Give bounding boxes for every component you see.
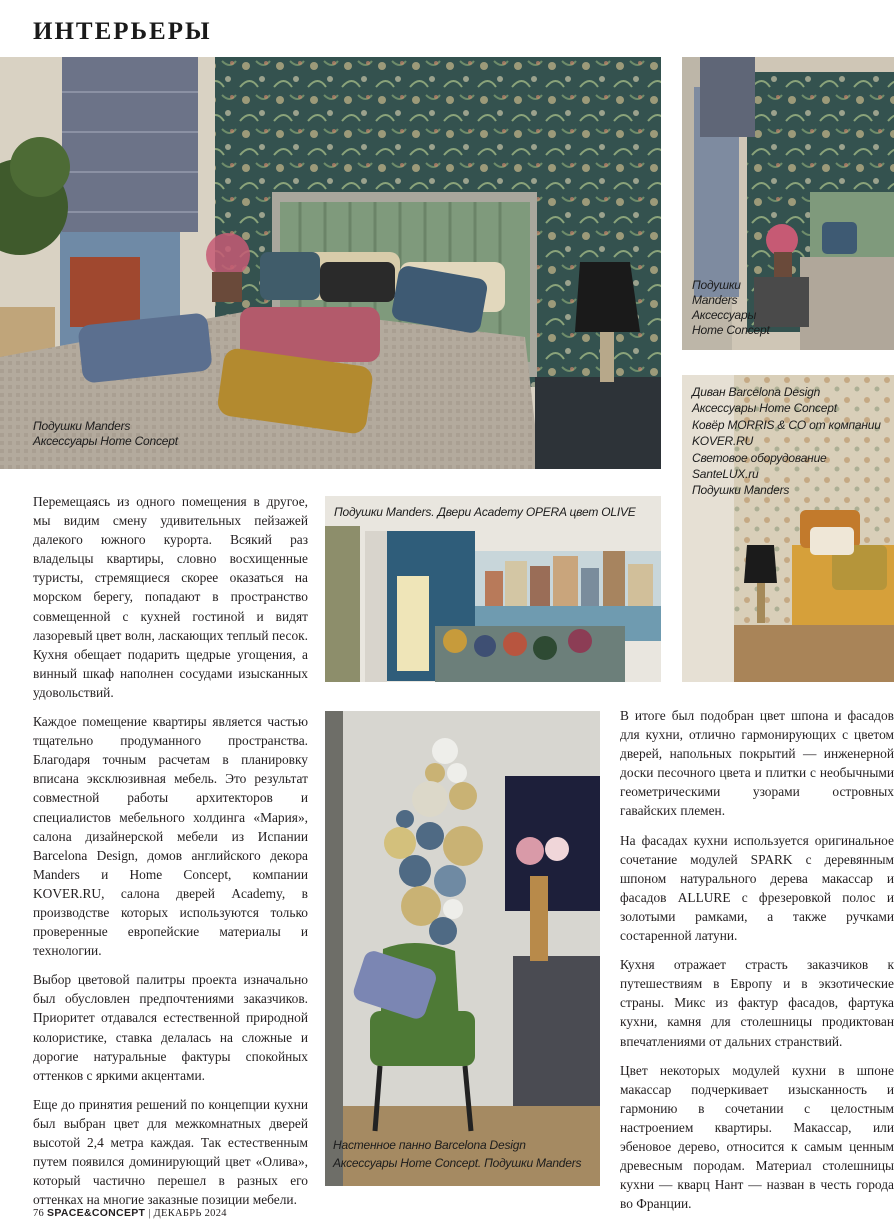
paragraph: Перемещаясь из одного помещения в другое, мы видим смену удивительных пейзажей далекого южного курорта. Всякий раз владельцы квартиры, словно восхищенные туристы, стремящиеся скорее оказаться на морском берегу, попадают в пространство совмещенной с кухней гостиной и видят лазоревый цвет волн, ласкающих теплый песок. Кухня обещает подарить щедрые угощения, а винный шкаф наполнен сосудами изысканных удовольствий. xyxy=(33,494,308,700)
caption-line: Подушки xyxy=(692,278,741,292)
page-footer xyxy=(33,1207,227,1219)
paragraph: Выбор цветовой палитры проекта изначально был обусловлен предпочтениями заказчиков. Приоритет отдавался естественной природной колористике, ставка делалась на сложные и дорогие натуральные фактуры спокойных оттенков с яркими акцентами. xyxy=(33,972,308,1083)
caption-line: Подушки Manders xyxy=(692,483,790,498)
living-side-caption xyxy=(692,384,881,499)
caption-line: Подушки Manders xyxy=(33,419,131,433)
paragraph: Каждое помещение квартиры является частью тщательно продуманного пространства. Благодаря точным расчетам в планировку вписана эксклюзивная мебель. Это результат совместной работы архитекторов и специалистов мебельного холдинга «Мария», салона дизайнерской мебели из Испании Barcelona Design, домов английского декора Manders и Home Concept, компании KOVER.RU, салона дверей Academy, в производстве которых используются только проверенные европейские материалы и технологии. xyxy=(33,714,308,959)
caption-line: Аксессуары Home Concept. Подушки Manders xyxy=(333,1156,582,1170)
section-title: ИНТЕРЬЕРЫ xyxy=(33,18,212,45)
kitchen-living-photo xyxy=(325,496,661,682)
caption-line: Аксессуары Home Concept xyxy=(692,401,837,416)
paragraph: Кухня отражает страсть заказчиков к путешествиям в Европу и в экзотические страны. Микс из фактур фасадов, фартука кухни, камня для столешницы продиктован впечатлениями от дальних странствий. xyxy=(620,957,894,1049)
hallway-caption xyxy=(333,1136,581,1172)
kitchen-living-caption: Подушки Manders. Двери Academy OPERA цвет OLIVE xyxy=(334,505,636,519)
living-side-photo xyxy=(682,375,894,682)
caption-line: Manders xyxy=(692,293,738,307)
caption-line: Ковёр MORRIS & CO от компании xyxy=(692,417,881,432)
caption-line: Аксессуары xyxy=(692,308,757,322)
issue-date: ДЕКАБРЬ 2024 xyxy=(153,1208,227,1219)
magazine-name: SPACE&CONCEPT xyxy=(47,1207,146,1219)
footer-separator: | xyxy=(148,1208,151,1219)
left-text-column xyxy=(33,492,308,1219)
caption-line: KOVER.RU xyxy=(692,434,754,449)
hallway-photo xyxy=(325,711,600,1186)
bedroom-side-caption xyxy=(692,278,770,338)
caption-line: Настенное панно Barcelona Design xyxy=(333,1138,526,1152)
paragraph: Еще до принятия решений по концепции кухни был выбран цвет для межкомнатных дверей высотой 2,4 метра каждая. Так естественным путем появился доминирующий цвет «Олива», который частично перешел в разных его оттенках на многие заказные позиции мебели. xyxy=(33,1096,308,1208)
bedroom-main-photo xyxy=(0,57,661,469)
caption-line: Световое оборудование xyxy=(692,450,827,465)
right-text-column xyxy=(620,706,894,1223)
caption-line: Home Concept xyxy=(692,323,770,337)
paragraph: На фасадах кухни используется оригинальное сочетание модулей SPARK с деревянным шпоном натурального дерева макассар и фасадов ALLURE с фрезеровкой полос и золотыми рамками, а также ручками состаренной латуни. xyxy=(620,832,894,944)
caption-line: SanteLUX.ru xyxy=(692,467,759,482)
page-number: 76 xyxy=(33,1208,45,1219)
paragraph: Цвет некоторых модулей кухни в шпоне макассар подчеркивает изысканность и гармонию в сочетании с целостным настроением квартиры. Макассар, или эбеновое дерево, относится к самым ценным древесным породам. Материал столешницы кухни — кварц Нант — назван в честь города во Франции. xyxy=(620,1062,894,1212)
caption-line: Аксессуары Home Concept xyxy=(33,434,178,448)
bedroom-main-caption xyxy=(33,419,178,449)
caption-line: Диван Barcelona Design xyxy=(692,385,821,399)
bedroom-side-photo xyxy=(682,57,894,350)
paragraph: В итоге был подобран цвет шпона и фасадов для кухни, отлично гармонирующих с цветом дверей, напольных покрытий — инженерной доски песочного цвета и плитки с необычными геометрическими узорами островных гавайских племен. xyxy=(620,708,894,819)
